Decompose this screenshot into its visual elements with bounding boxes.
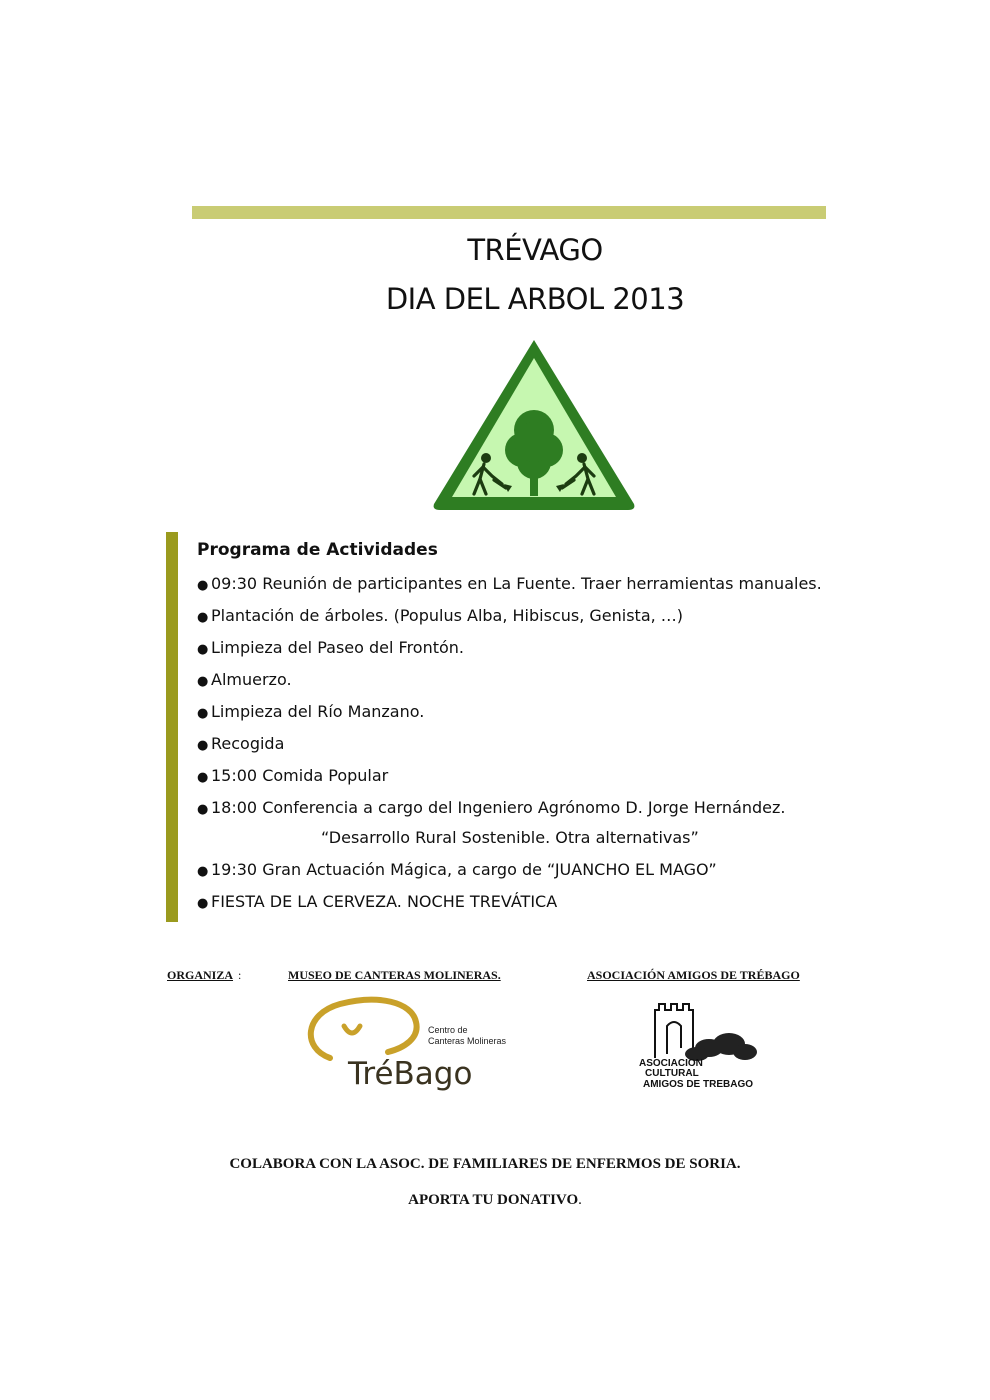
bullet-icon: ●: [197, 578, 209, 593]
list-item: [197, 638, 464, 657]
assoc-logo-line3: AMIGOS DE TREBAGO: [643, 1079, 754, 1090]
organizer-colon: :: [238, 968, 242, 982]
activity-text: Recogida: [211, 734, 285, 753]
activity-text: 09:30 Reunión de participantes en La Fuente. Traer herramientas manuales.: [211, 574, 822, 593]
bullet-icon: ●: [197, 738, 209, 753]
bullet-icon: ●: [197, 770, 209, 785]
activity-text: Limpieza del Paseo del Frontón.: [211, 638, 465, 657]
list-item: [197, 574, 822, 593]
donation-request-text: APORTA TU DONATIVO: [408, 1192, 579, 1208]
trebago-logo-subtitle: Centro de Canteras Molineras: [428, 1025, 507, 1046]
page-subtitle: DIA DEL ARBOL 2013: [385, 282, 685, 316]
activity-text: Limpieza del Río Manzano.: [211, 702, 425, 721]
organizer-association: ASOCIACIÓN AMIGOS DE TRÉBAGO: [587, 968, 800, 982]
bullet-icon: ●: [197, 802, 209, 817]
organizer-label: ORGANIZA: [167, 968, 234, 982]
list-item: [197, 766, 388, 785]
donation-call: COLABORA CON LA ASOC. DE FAMILIARES DE ENFERMOS DE SORIA.: [229, 1156, 741, 1172]
activity-text: Almuerzo.: [211, 670, 292, 689]
bullet-icon: ●: [197, 896, 209, 911]
donation-request: [0, 1192, 990, 1209]
bullet-icon: ●: [197, 706, 209, 721]
assoc-logo-line1: ASOCIACION: [639, 1058, 703, 1069]
list-item: [197, 734, 284, 753]
list-item: [197, 670, 292, 689]
assoc-logo-line2: CULTURAL: [645, 1068, 699, 1079]
top-decorative-bar: [192, 206, 826, 219]
bullet-icon: ●: [197, 864, 209, 879]
tree-planting-sign-icon: [428, 334, 640, 514]
list-item: [197, 702, 424, 721]
activity-text: 19:30 Gran Actuación Mágica, a cargo de “JUANCHO EL MAGO”: [211, 860, 717, 879]
list-item: [197, 892, 557, 911]
list-item: [197, 798, 786, 817]
activity-text: 18:00 Conferencia a cargo del Ingeniero Agrónomo D. Jorge Hernández.: [211, 798, 786, 817]
program-accent-bar: [166, 532, 178, 922]
organizer-museum: MUSEO DE CANTERAS MOLINERAS.: [288, 968, 501, 982]
list-item: [197, 606, 683, 625]
activity-text: Plantación de árboles. (Populus Alba, Hibiscus, Genista, …): [211, 606, 684, 625]
conference-title: “Desarrollo Rural Sostenible. Otra alternativas”: [321, 828, 699, 847]
activities-program: [166, 532, 846, 922]
bullet-icon: ●: [197, 642, 209, 657]
activity-text: 15:00 Comida Popular: [211, 766, 389, 785]
program-heading: Programa de Actividades: [197, 540, 438, 560]
page-title: TRÉVAGO: [467, 233, 603, 267]
trebago-logo-wordmark: TréBago: [348, 1056, 473, 1092]
bullet-icon: ●: [197, 674, 209, 689]
list-item: [197, 860, 717, 879]
donation-request-period: .: [578, 1192, 582, 1208]
bullet-icon: ●: [197, 610, 209, 625]
association-castle-logo: [633, 996, 759, 1092]
activity-text: FIESTA DE LA CERVEZA. NOCHE TREVÁTICA: [211, 892, 558, 911]
